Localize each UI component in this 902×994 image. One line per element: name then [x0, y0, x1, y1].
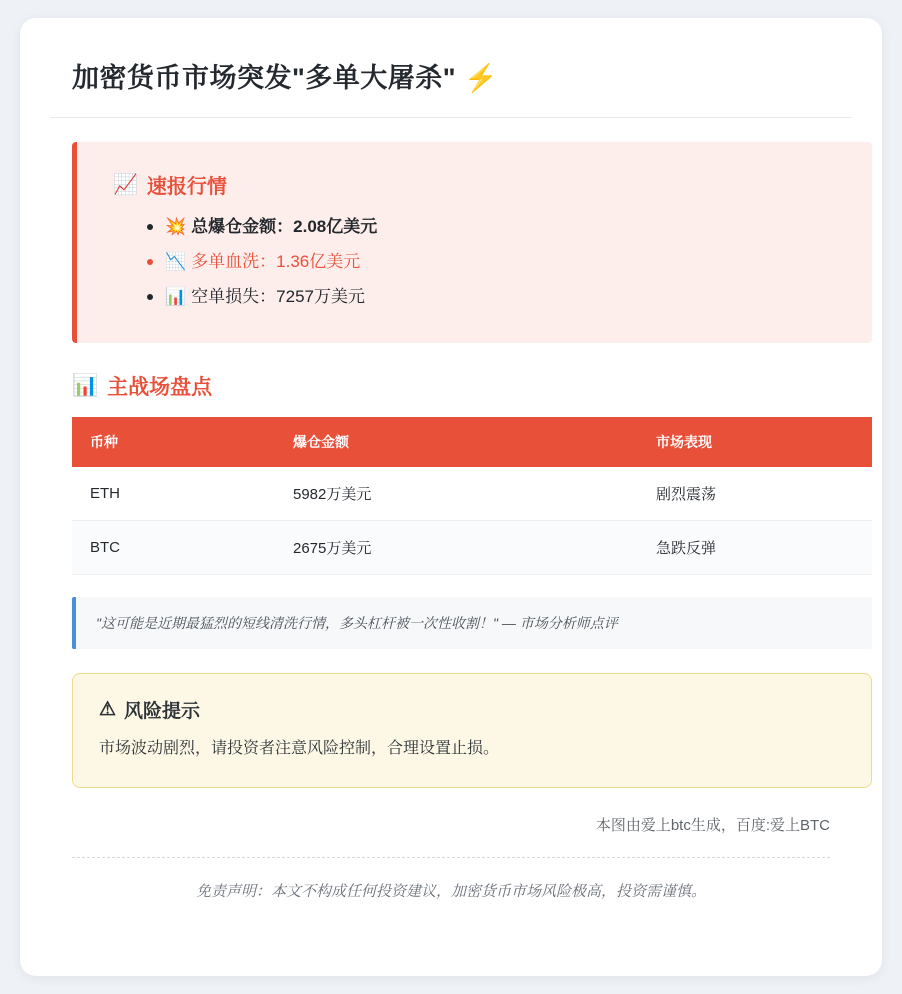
list-item-label: 总爆仓金额： — [191, 217, 294, 236]
list-item — [147, 213, 848, 240]
page-title: 加密货币市场突发"多单大屠杀" ⚡ — [50, 48, 852, 118]
flash-quote-list — [101, 213, 848, 311]
chart-down-icon: 📉 — [165, 252, 187, 272]
column-header-amount: 爆仓金额 — [275, 417, 638, 467]
table-header — [72, 417, 872, 467]
flash-quote-heading-label: 速报行情 — [146, 176, 227, 198]
cell-amount: 2675万美元 — [275, 520, 638, 574]
warning-icon: ⚠ — [99, 698, 117, 720]
cell-performance: 急跌反弹 — [638, 520, 872, 574]
explosion-icon: 💥 — [165, 217, 187, 236]
table-body — [72, 467, 872, 575]
analyst-quote: "这可能是近期最猛烈的短线清洗行情，多头杠杆被一次性收割！" — 市场分析师点评 — [72, 597, 872, 649]
risk-notice-box — [72, 673, 872, 788]
list-item-value: 7257万美元 — [276, 287, 365, 307]
list-item-label: 空单损失： — [191, 287, 277, 307]
table-header-row — [72, 417, 872, 467]
risk-notice-heading-label: 风险提示 — [124, 700, 201, 722]
article-card — [20, 18, 882, 976]
cell-coin: BTC — [72, 520, 275, 574]
list-item-value: 2.08亿美元 — [293, 217, 378, 236]
disclaimer-text: 免责声明：本文不构成任何投资建议，加密货币市场风险极高，投资需谨慎。 — [195, 882, 706, 900]
section-heading-label: 主战场盘点 — [107, 375, 213, 399]
flash-quote-heading — [113, 170, 848, 199]
cell-amount: 5982万美元 — [275, 467, 638, 521]
column-header-performance: 市场表现 — [638, 417, 872, 467]
column-header-coin: 币种 — [72, 417, 275, 467]
flash-quote-box — [72, 142, 872, 343]
cell-coin: ETH — [72, 467, 275, 521]
list-item — [147, 248, 848, 275]
table-row — [72, 467, 872, 521]
list-item — [147, 283, 848, 310]
liquidation-table — [72, 417, 872, 575]
cell-performance: 剧烈震荡 — [638, 467, 872, 521]
footer-divider — [72, 857, 830, 858]
chart-up-icon: 📈 — [113, 174, 138, 196]
list-item-label: 多单血洗： — [191, 252, 277, 272]
list-item-value: 1.36亿美元 — [276, 252, 361, 272]
generator-credit: 本图由爱上btc生成，百度:爱上BTC — [595, 816, 830, 834]
bar-chart-icon: 📊 — [165, 287, 187, 307]
table-row — [72, 520, 872, 574]
bar-chart-icon: 📊 — [72, 373, 99, 397]
risk-notice-heading — [99, 696, 845, 723]
risk-notice-body: 市场波动剧烈，请投资者注意风险控制，合理设置止损。 — [99, 739, 500, 757]
section-heading — [72, 371, 852, 401]
